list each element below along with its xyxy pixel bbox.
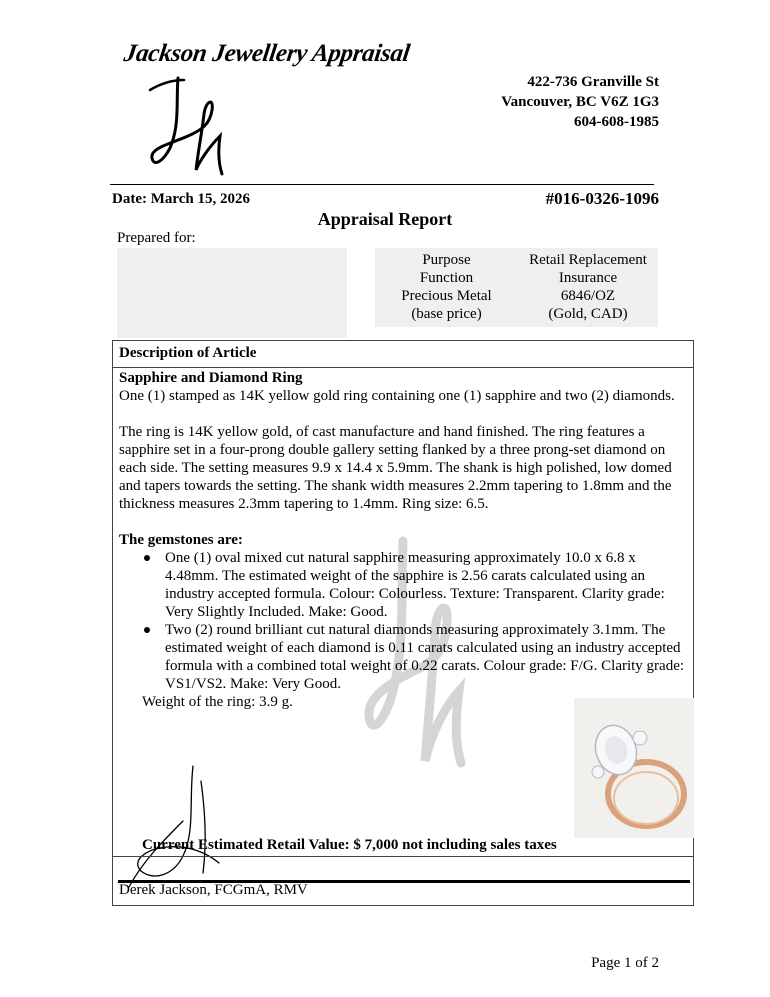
info-value: Retail Replacement: [529, 252, 647, 268]
info-values: [518, 251, 658, 323]
value-divider: [113, 856, 693, 857]
info-value: Insurance: [558, 270, 618, 286]
ring-weight: Weight of the ring: 3.9 g.: [142, 694, 293, 710]
report-number: #016-0326-1096: [545, 189, 659, 208]
description-heading: Description of Article: [113, 341, 693, 368]
description-box: [112, 340, 694, 906]
info-label: (base price): [411, 306, 482, 322]
client-redacted-box: [117, 248, 347, 338]
address-line-2: Vancouver, BC V6Z 1G3: [501, 94, 659, 110]
item-summary: One (1) stamped as 14K yellow gold ring containing one (1) sapphire and two (2) diamonds.: [119, 388, 675, 404]
info-label: Precious Metal: [401, 288, 492, 304]
bullet-icon: [144, 555, 150, 561]
signature-mark: [123, 761, 233, 891]
company-name: Jackson Jewellery Appraisal: [122, 40, 412, 67]
item-title: Sapphire and Diamond Ring: [119, 370, 303, 386]
monogram-logo: [140, 70, 250, 180]
info-label: Function: [419, 270, 474, 286]
bullet-icon: [144, 627, 150, 633]
prepared-for-label: Prepared for:: [117, 230, 196, 246]
list-item: [119, 621, 689, 693]
appraiser-name: Derek Jackson, FCGmA, RMV: [119, 882, 308, 898]
ring-photo: [574, 698, 694, 838]
list-item: [119, 549, 689, 621]
appraisal-info-box: [375, 248, 658, 327]
gemstone-text: Two (2) round brilliant cut natural diamonds measuring approximately 3.1mm. The estimated weight of each diamond is 0.11 carats calculated using an industry accepted formula with a combined total weight of 0.22 carats. Colour grade: F/G. Clarity grade: VS1/VS2. Make: Very Good.: [165, 622, 685, 692]
report-title: Appraisal Report: [317, 209, 453, 229]
info-labels: [375, 251, 518, 323]
header-divider: [110, 184, 654, 185]
company-address: [501, 72, 659, 132]
phone-number: 604-608-1985: [574, 114, 659, 130]
report-date: Date: March 15, 2026: [112, 191, 251, 207]
info-value: 6846/OZ: [560, 288, 616, 304]
gemstone-list: [119, 549, 689, 693]
page-number: Page 1 of 2: [591, 955, 659, 971]
gemstone-text: One (1) oval mixed cut natural sapphire measuring approximately 10.0 x 6.8 x 4.48mm. The estimated weight of the sapphire is 2.56 carats calculated using an industry accepted formula. Colour: Colourless. Texture: Transparent. Clarity grade: Very Slightly Included. Make: Good.: [165, 550, 665, 620]
address-line-1: 422-736 Granville St: [527, 74, 659, 90]
gemstones-heading: The gemstones are:: [119, 532, 243, 548]
info-label: Purpose: [422, 252, 471, 268]
estimated-retail-value: Current Estimated Retail Value: $ 7,000 not including sales taxes: [142, 837, 557, 853]
item-details: The ring is 14K yellow gold, of cast manufacture and hand finished. The ring features a sapphire set in a four-prong double gallery setting flanked by a three prong-set diamond on each side. The setting measures 9.9 x 14.4 x 5.9mm. The shank is high polished, low domed and tapers towards the setting. The shank width measures 2.2mm tapering to 1.8mm and the thickness measures 2.3mm tapering to 1.4mm. Ring size: 6.5.: [119, 424, 672, 512]
description-body: [119, 369, 689, 711]
info-value: (Gold, CAD): [548, 306, 628, 322]
